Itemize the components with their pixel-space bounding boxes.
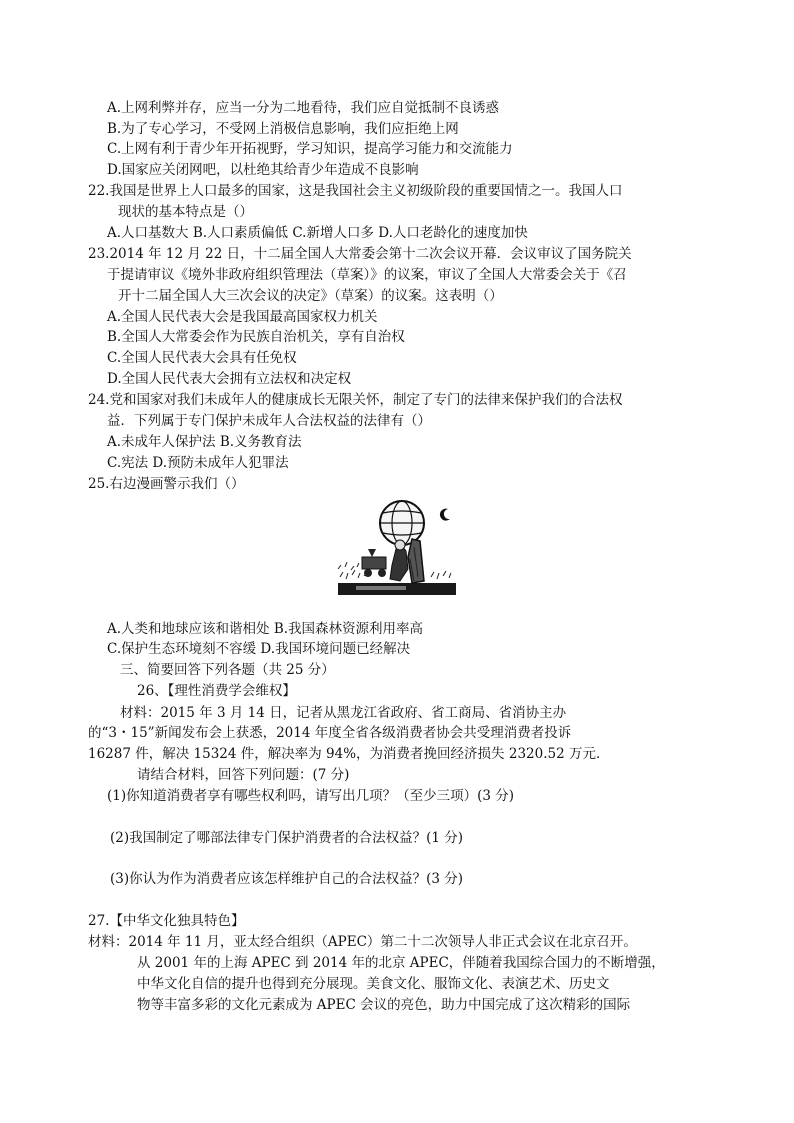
q21-option-d: D.国家应关闭网吧，以杜绝其给青少年造成不良影响 <box>107 162 419 178</box>
q27-title: 27.【中华文化独具特色】 <box>88 913 245 929</box>
q27-material-line3: 中华文化自信的提升也得到充分展现。美食文化、服饰文化、表演艺术、历史文 <box>137 976 610 992</box>
q21-option-a: A.上网利弊并存，应当一分为二地看待，我们应自觉抵制不良诱惑 <box>107 100 500 116</box>
q26-material-line2: 的“3・15”新闻发布会上获悉，2014 年度全省各级消费者协会共受理消费者投诉 <box>88 725 572 741</box>
cartoon-caption-strip <box>356 586 406 590</box>
q26-instruction: 请结合材料，回答下列问题：(7 分) <box>137 767 350 783</box>
section3-title: 三、简要回答下列各题（共 25 分） <box>120 662 335 678</box>
q24-stem-line2: 益．下列属于专门保护未成年人合法权益的法律有（） <box>107 413 431 429</box>
q26-sub2: (2)我国制定了哪部法律专门保护消费者的合法权益？(1 分) <box>110 830 464 846</box>
q23-stem-line3: 开十二届全国人大三次会议的决定》（草案）的议案。这表明（） <box>118 288 503 304</box>
q23-option-a: A.全国人民代表大会是我国最高国家权力机关 <box>107 309 378 325</box>
q26-material-line1: 材料：2015 年 3 月 14 日，记者从黑龙江省政府、省工商局、省消协主办 <box>120 705 567 721</box>
q23-stem-line1: 23.2014 年 12 月 22 日，十二届全国人大常委会第十二次会议开幕．会议审议了国务院关 <box>88 246 632 262</box>
q23-stem-line2: 于提请审议《境外非政府组织管理法（草案）》的议案，审议了全国人大常委会关于《召 <box>107 267 627 283</box>
q23-option-b: B.全国人大常委会作为民族自治机关，享有自治权 <box>107 329 405 345</box>
cartoon-figure <box>390 547 408 581</box>
q26-material-line3: 16287 件，解决 15324 件，解决率为 94%，为消费者挽回经济损失 2320.52 万元． <box>88 746 610 762</box>
q23-option-c: C.全国人民代表大会具有任免权 <box>107 350 297 366</box>
q25-stem: 25.右边漫画警示我们（） <box>88 476 245 492</box>
q22-options: A.人口基数大 B.人口素质偏低 C.新增人口多 D.人口老龄化的速度加快 <box>107 225 528 241</box>
q24-options-line1: A.未成年人保护法 B.义务教育法 <box>107 434 302 450</box>
q21-option-b: B.为了专心学习，不受网上消极信息影响，我们应拒绝上网 <box>107 121 459 137</box>
q26-title: 26、【理性消费学会维权】 <box>137 683 296 699</box>
q24-options-line2: C.宪法 D.预防未成年人犯罪法 <box>107 455 289 471</box>
q27-material-line4: 物等丰富多彩的文化元素成为 APEC 会议的亮色，助力中国完成了这次精彩的国际 <box>137 997 631 1013</box>
q22-stem-line2: 现状的基本特点是（） <box>118 204 253 220</box>
q25-options-line2: C.保护生态环境刻不容缓 D.我国环境问题已经解决 <box>107 641 411 657</box>
cartoon-moon-icon <box>440 509 450 521</box>
q24-stem-line1: 24.党和国家对我们未成年人的健康成长无限关怀，制定了专门的法律来保护我们的合法权 <box>88 392 623 408</box>
cartoon-globe-tree-illustration <box>336 497 458 597</box>
cartoon-machine <box>362 557 386 569</box>
q27-material-line2: 从 2001 年的上海 APEC 到 2014 年的北京 APEC，伴随着我国综合国力的不断增强， <box>137 955 665 971</box>
q26-sub3: (3)你认为作为消费者应该怎样维护自己的合法权益？(3 分) <box>110 871 464 887</box>
q23-option-d: D.全国人民代表大会拥有立法权和决定权 <box>107 371 352 387</box>
q27-material-line1: 材料：2014 年 11 月，亚太经合组织（APEC）第二十二次领导人非正式会议在北京召开。 <box>88 934 637 950</box>
q21-option-c: C.上网有利于青少年开拓视野，学习知识，提高学习能力和交流能力 <box>107 141 513 157</box>
q25-options-line1: A.人类和地球应该和谐相处 B.我国森林资源利用率高 <box>107 621 424 637</box>
q22-stem-line1: 22.我国是世界上人口最多的国家，这是我国社会主义初级阶段的重要国情之一。我国人口 <box>88 183 623 199</box>
q26-sub1: (1)你知道消费者享有哪些权利吗，请写出几项？（至少三项）(3 分) <box>107 788 515 804</box>
